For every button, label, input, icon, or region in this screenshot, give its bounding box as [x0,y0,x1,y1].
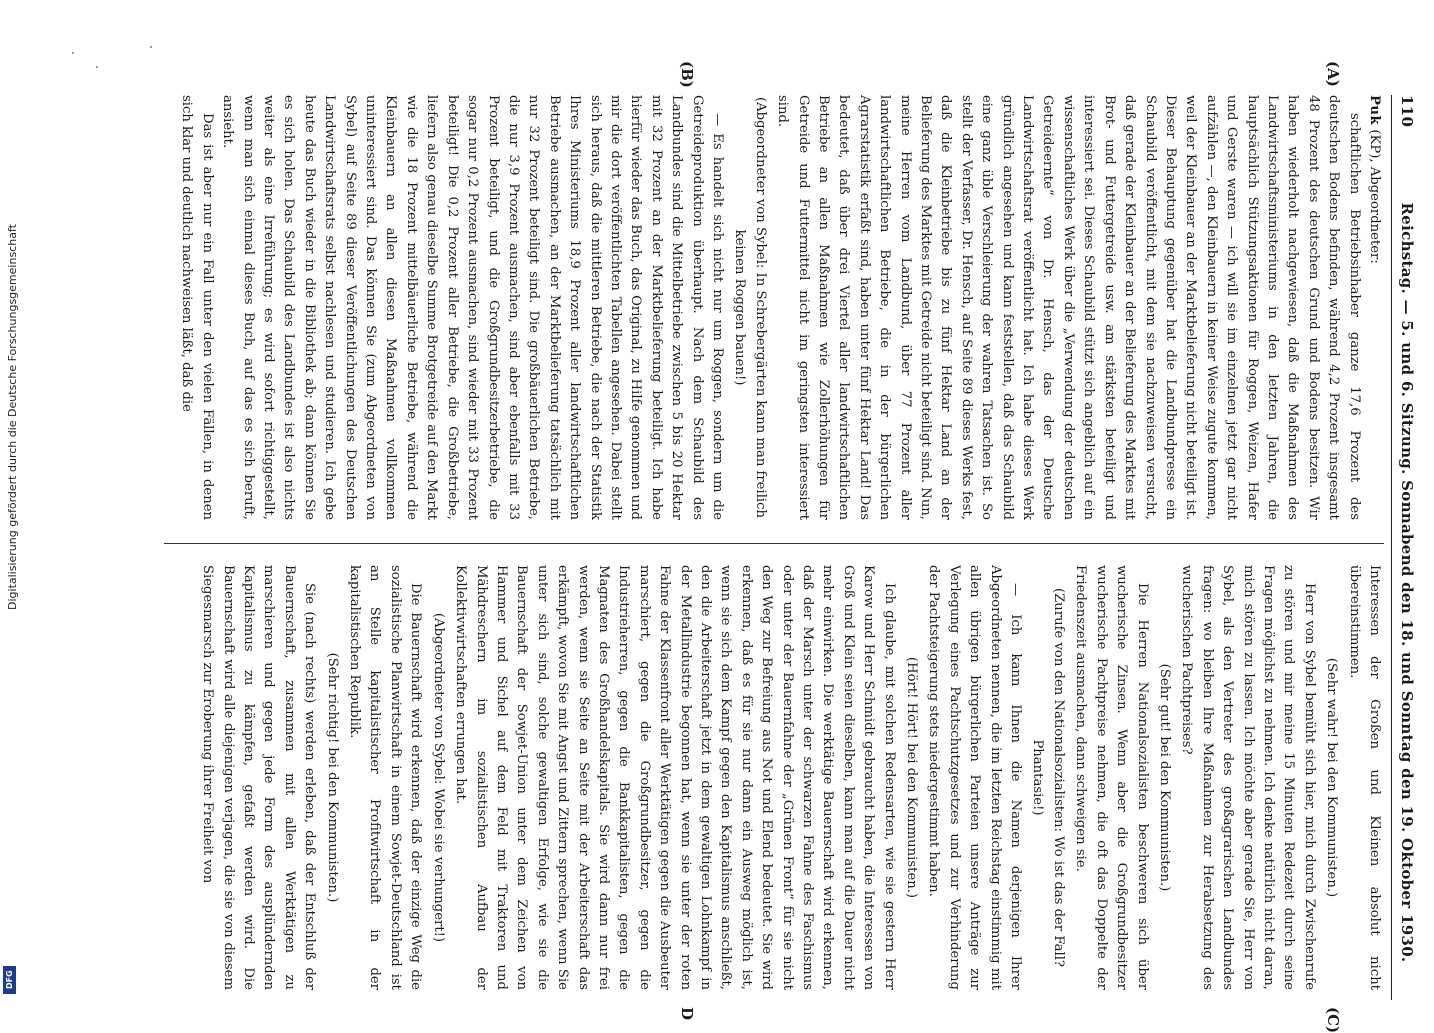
paragraph: Interessen der Großen und Kleinen absolut nicht übereinstimmen. [1346,565,1382,990]
paragraph: — Es handelt sich nicht nur um Roggen, sondern um die Getreideproduktion überhaupt. Nach dem Schaubild des Landbundes sind die Mittelbetriebe zwischen 5 bis 20 Hektar mit 32 Prozent an der Marktbelieferung beteiligt. Ich habe hierfür wieder das Buch, das Original, zu Hilfe genommen und mir die dort veröffentlichten Tabellen angesehen. Dabei stellt sich heraus, daß die mittleren Betriebe, die nach der Statistik Ihres Ministeriums 18,9 Prozent aller landwirtschaftlichen Betriebe ausmachen, an der Marktbelieferung tatsächlich mit nur 32 Prozent beteiligt sind. Die großbäuerlichen Betriebe, die nur 3,9 Prozent ausmachen, sind aber ebenfalls mit 33 Prozent beteiligt, und die Großgrundbesitzerbetriebe, die sogar nur 0,2 Prozent ausmachen, sind wieder mit 33 Prozent beteiligt! Die 0,2 Prozent aller Betriebe, die Großbetriebe, liefern also genau dieselbe Summe Brotgetreide auf den Markt wie die 18 Prozent mittelbäuerliche Betriebe, während die Kleinbauern an allen diesen Maßnahmen vollkommen uninteressiert sind. Das können Sie (zum Abgeordneten von Sybel) auf Seite 89 dieser Veröffentlichungen des Deutschen Landwirtschaftsrats selbst nachlesen und studieren. Ich gebe heute das Buch wieder in die Bibliothek ab; dann können Sie es sich holen. Das Schaubild des Landbundes ist also nichts weiter als eine Irreführung; es wird sofort richtiggestellt, wenn man sich einmal dieses Buch, auf das es sich beruft, ansieht. [220,95,725,520]
rotated-page [90,61,1420,1033]
speaker-line [1364,95,1384,520]
paragraph: Das ist aber nur ein Fall unter den vielen Fällen, in denen sich klar und deutlich nachweisen läßt, daß die [179,95,215,520]
dfg-logo: DFG [3,966,16,994]
scan-speck [96,66,98,68]
interjection: (Abgeordneter von Sybel: In Schrebergärten kann man freilich keinen Roggen bauen!) [732,96,768,519]
page-header [1394,95,1420,1000]
interjection: (Sehr richtig! bei den Kommunisten.) [324,652,340,903]
scan-speck [150,46,152,48]
interjection: (Sehr gut! bei den Kommunisten.) [1156,663,1172,892]
digitization-credit: Digitalisierung gefördert durch die Deutsche Forschungsgemeinschaft [6,224,19,610]
interjection: (Zurufe von den Nationalsozialisten: Wo ist das der Fall? Phantasie!) [1030,588,1066,967]
right-column [164,565,1384,990]
interjection: (Sehr wahr! bei den Kommunisten.) [1324,657,1340,898]
margin-marker-a: (A) [1324,61,1342,87]
paragraph: Die Herren Nationalsozialisten beschweren sich über wucherische Zinsen. Wenn aber die Großgrundbesitzer wucherische Pachtpreise nehmen, die oft das Doppelte der Friedenszeit ausmachen, dann schweigen sie. [1073,565,1150,990]
paragraph: Sie (nach rechts) werden erleben, daß der Entschluß der Bauernschaft, zusammen mit allen Werktätigen zu marschieren und gegen jede Form des ausplündernden Kapitalismus zu kämpfen, gefaßt werden wird. Die Bauernschaft wird alle diejenigen verjagen, die sie von diesem Siegesmarsch zur Eroberung ihrer Freiheit von [200,565,318,990]
margin-marker-b: (B) [678,61,696,88]
paragraph: Herr von Sybel bemüht sich hier, mich durch Zwischenrufe zu stören und mir meine 15 Minuten Redezeit durch seine Fragen möglichst zu nehmen. Ich denke natürlich nicht daran, mich stören zu lassen. Ich möchte aber gerade Sie, Herr von Sybel, als den Vertreter des großagrarischen Landbundes fragen: wo bleiben Ihre Maßnahmen zur Herabsetzung des wucherischen Pachtpreises? [1179,565,1317,990]
scan-speck [72,52,74,54]
column-separator [164,543,1384,544]
paragraph: Die Bauernschaft wird erkennen, daß der einzige Weg die sozialistische Planwirtschaft in einem Sowjet-Deutschland ist an Stelle kapitalistischer Profitwirtschaft in der kapitalistischen Republik. [347,565,424,990]
margin-marker-d: D [678,1007,696,1021]
running-title: Reichstag. — 5. und 6. Sitzung. Sonnabend den 18. und Sonntag den 19. Oktober 1930. [1398,202,1416,963]
margin-marker-c: (C) [1324,1007,1342,1033]
header-rule [1391,95,1392,1000]
paragraph: Ich glaube, mit solchen Redensarten, wie sie gestern Herr Karow und Herr Schmidt gebraucht haben, die Interessen von Groß und Klein seien dieselben, kann man auf die Dauer nicht mehr einwirken. Die werktätige Bauernschaft wird erkennen, daß der Marsch unter der schwarzen Fahne des Faschismus oder unter der Bauernfahne der „Grünen Front“ für sie nicht den Weg zur Befreiung aus Not und Elend bedeutet. Sie wird erkennen, daß es für sie nur dann ein Ausweg möglich ist, wenn sie sich dem Kampf gegen den Kapitalismus anschließt, den die Arbeiterschaft jetzt in dem gewaltigen Lohnkampf in der Metallindustrie begonnen hat, wenn sie unter der roten Fahne der Klassenfront aller Werktätigen gegen die Ausbeuter marschiert, gegen die Großgrundbesitzer, gegen die Industrieherren, gegen die Bankkapitalisten, gegen die Magnaten des Großhandelskapitals. Sie wird dann nur frei werden, wenn sie Seite an Seite mit der Arbeiterschaft das erkämpft, wovon Sie mit Angst und Zittern sprechen, wenn Sie unter sich sind, solche gewaltigen Erfolge, wie sie die Bauernschaft der Sowjet-Union unter dem Zeichen von Hammer und Sichel auf dem Feld mit Traktoren und Mähdreschern im sozialistischen Aufbau der Kollektivwirtschaften errungen hat. [453,565,897,990]
paragraph: schaftlichen Betriebsinhaber ganze 17,6 Prozent des deutschen Bodens befinden, während 4,2 Prozent insgesamt 48 Prozent des deutschen Grund und Bodens besitzen. Wir haben wiederholt nachgewiesen, daß die Maßnahmen des Landwirtschaftsministeriums in den letzten Jahren, die hauptsächlich Stützungsaktionen für Roggen, Weizen, Hafer und Gerste waren — ich will sie im einzelnen jetzt gar nicht aufzählen —, den Kleinbauern in keiner Weise zugute kommen, weil der Kleinbauer an der Marktbelieferung nicht beteiligt ist. Dieser Behauptung gegenüber hat die Landbundpresse ein Schaubild veröffentlicht, mit dem sie nachzuweisen versucht, daß gerade der Kleinbauer an der Belieferung des Marktes mit Brot- und Futtergetreide usw. am stärksten beteiligt und interessiert sei. Dieses Schaubild stützt sich angeblich auf ein wissenschaftliches Werk über die „Verwendung der deutschen Getreideernte“ von Dr. Hensch, das der Deutsche Landwirtschaftsrat veröffentlicht hat. Ich habe dieses Werk gründlich angesehen und kann feststellen, daß das Schaubild eine ganz üble Verschleierung der wahren Tatsachen ist. So stellt der Verfasser, Dr. Hensch, auf Seite 89 dieses Werks fest, daß die Kleinbetriebe bis zu fünf Hektar Land an der Belieferung des Marktes mit Getreide nicht beteiligt sind. Nun, meine Herren vom Landbund, über 77 Prozent aller landwirtschaftlichen Betriebe, die in der bürgerlichen Agrarstatistik erfaßt sind, haben unter fünf Hektar Land! Das bedeutet, daß über drei Viertel aller landwirtschaftlichen Betriebe an allen Maßnahmen wie Zollerhöhungen für Getreide und Futtermittel nicht im geringsten interessiert sind. [775,95,1362,520]
speaker-role: (KP), Abgeordneter: [1367,125,1382,264]
speaker-name: Puk [1367,95,1382,126]
paragraph: — Ich kann Ihnen die Namen derjenigen Ihrer Abgeordneten nennen, die im letzten Reichstag einstimmig mit allen übrigen bürgerlichen Parteien unsere Anträge zur Verlegung eines Pachtschutzgesetzes und zur Verhinderung der Pachtsteigerung stets niedergestimmt haben. [926,565,1024,990]
page-number: 110 [1398,95,1416,128]
interjection: (Hört! Hört! bei den Kommunisten.) [904,656,920,899]
left-column [164,95,1384,520]
interjection: (Abgeordneter von Sybel: Wobei sie verhungert!) [430,612,446,943]
